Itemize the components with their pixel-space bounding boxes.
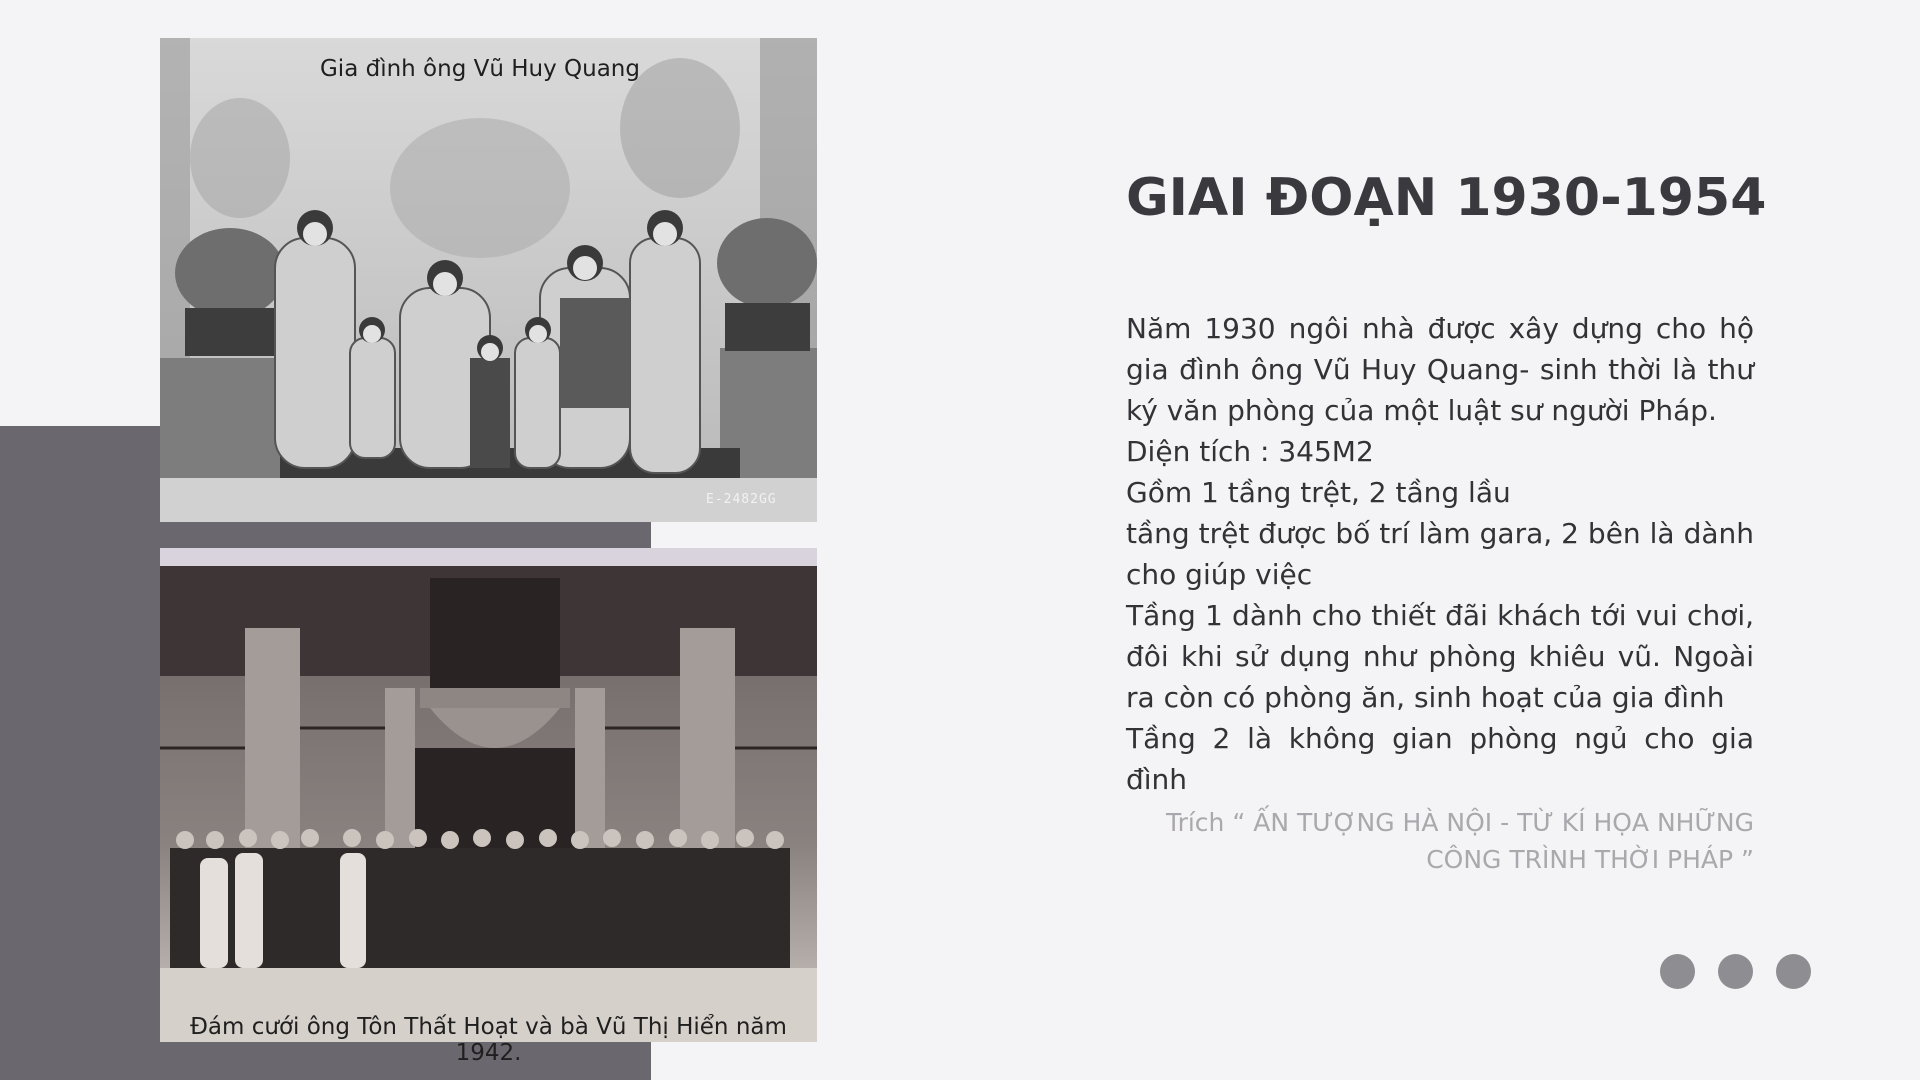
pagination-dots xyxy=(1660,954,1811,989)
bottom-photo-caption: Đám cưới ông Tôn Thất Hoạt và bà Vũ Thị Hiển năm 1942. xyxy=(190,1014,787,1066)
area-line: Diện tích : 345M2 xyxy=(1126,435,1374,468)
slide-body xyxy=(1126,308,1754,800)
wedding-photo xyxy=(160,548,817,1042)
top-photo-caption: Gia đình ông Vũ Huy Quang xyxy=(319,56,640,82)
family-portrait-photo xyxy=(160,38,817,522)
pagination-dot[interactable] xyxy=(1718,954,1753,989)
first-floor-line: Tầng 1 dành cho thiết đãi khách tới vui chơi, đôi khi sử dụng như phòng khiêu vũ. Ngoài ra còn có phòng ăn, sinh hoạt của gia đình xyxy=(1126,599,1754,714)
intro-paragraph: Năm 1930 ngôi nhà được xây dựng cho hộ gia đình ông Vũ Huy Quang- sinh thời là thư ký văn phòng của một luật sư người Pháp. xyxy=(1126,312,1754,427)
top-photo-code: E-2482GG xyxy=(706,492,777,507)
pagination-dot[interactable] xyxy=(1776,954,1811,989)
ground-floor-line: tầng trệt được bố trí làm gara, 2 bên là dành cho giúp việc xyxy=(1126,517,1754,591)
source-citation: Trích “ ẤN TƯỢNG HÀ NỘI - TỪ KÍ HỌA NHỮNG CÔNG TRÌNH THỜI PHÁP ” xyxy=(1165,808,1754,874)
floors-line: Gồm 1 tầng trệt, 2 tầng lầu xyxy=(1126,476,1511,509)
pagination-dot[interactable] xyxy=(1660,954,1695,989)
slide-title: GIAI ĐOẠN 1930-1954 xyxy=(1126,168,1767,228)
second-floor-line: Tầng 2 là không gian phòng ngủ cho gia đình xyxy=(1126,722,1754,796)
